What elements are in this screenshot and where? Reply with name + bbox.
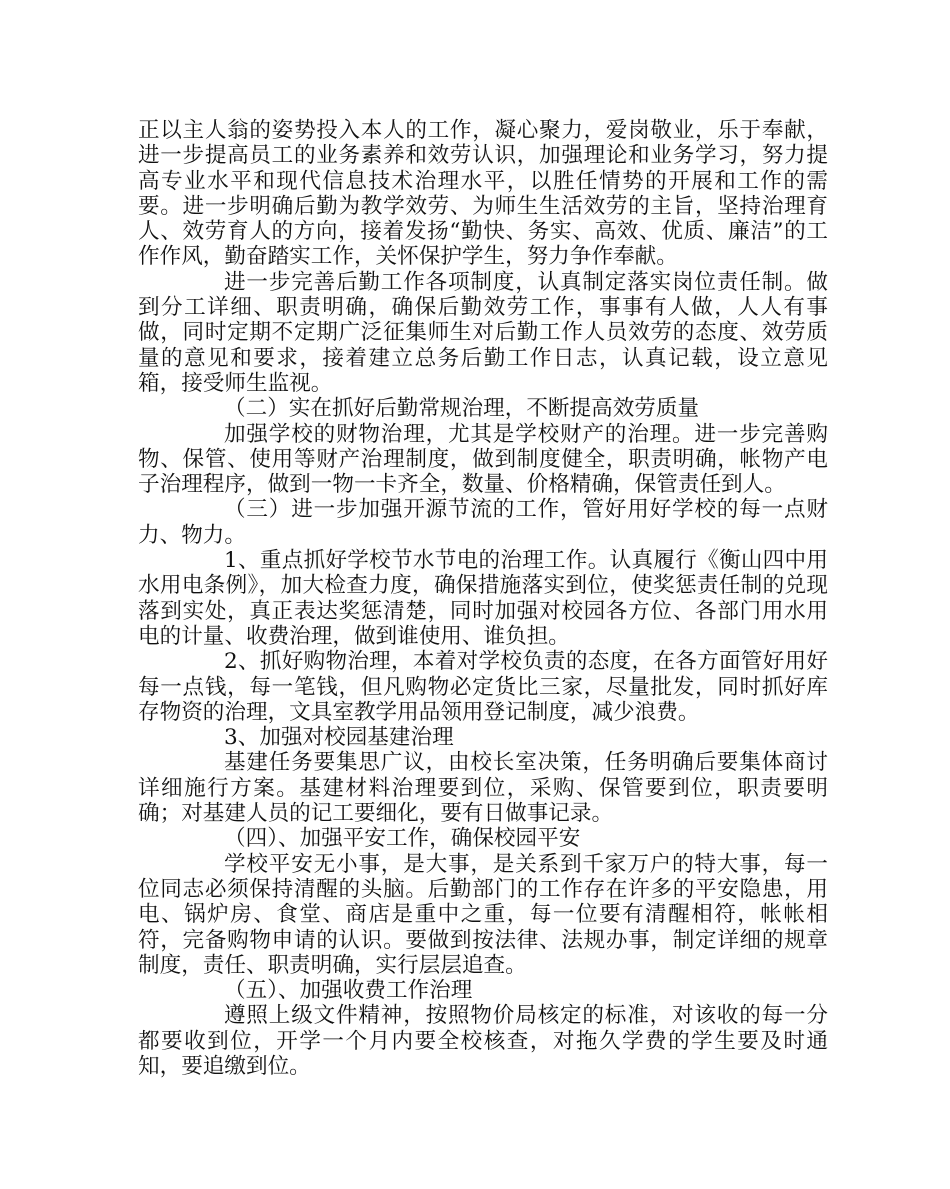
body-paragraph: 遵照上级文件精神，按照物价局核定的标准，对该收的每一分都要收到位，开学一个月内要全校核查，对拖久学费的学生要及时通知，要追缴到位。 — [138, 1003, 828, 1079]
body-paragraph: 正以主人翁的姿势投入本人的工作，凝心聚力，爱岗敬业，乐于奉献，进一步提高员工的业务素养和效劳认识，加强理论和业务学习，努力提高专业水平和现代信息技术治理水平，以胜任情势的开展和工作的需要。进一步明确后勤为教学效劳、为师生生活效劳的主旨，坚持治理育人、效劳育人的方向，接着发扬“勤快、务实、高效、优质、廉洁”的工作作风，勤奋踏实工作，关怀保护学生，努力争作奉献。 — [138, 118, 828, 270]
body-paragraph: 进一步完善后勤工作各项制度，认真制定落实岗位责任制。做到分工详细、职责明确，确保后勤效劳工作，事事有人做，人人有事做，同时定期不定期广泛征集师生对后勤工作人员效劳的态度、效劳质量的意见和要求，接着建立总务后勤工作日志，认真记载，设立意见箱，接受师生监视。 — [138, 269, 828, 396]
body-paragraph: 2、抓好购物治理，本着对学校负责的态度，在各方面管好用好每一点钱，每一笔钱，但凡购物必定货比三家，尽量批发，同时抓好库存物资的治理，文具室教学用品领用登记制度，减少浪费。 — [138, 649, 828, 725]
section-heading: （三）进一步加强开源节流的工作，管好用好学校的每一点财力、物力。 — [138, 497, 828, 548]
sub-heading: 3、加强对校园基建治理 — [224, 725, 454, 751]
section-heading: （二）实在抓好后勤常规治理，不断提高效劳质量 — [224, 396, 700, 422]
body-paragraph: 1、重点抓好学校节水节电的治理工作。认真履行《衡山四中用水用电条例》，加大检查力度，确保措施落实到位，使奖惩责任制的兑现落到实处，真正表达奖惩清楚，同时加强对校园各方位、各部门用水用电的计量、收费治理，做到谁使用、谁负担。 — [138, 548, 828, 649]
body-paragraph: 加强学校的财物治理，尤其是学校财产的治理。进一步完善购物、保管、使用等财产治理制度，做到制度健全，职责明确，帐物产电子治理程序，做到一物一卡齐全，数量、价格精确，保管责任到人。 — [138, 421, 828, 498]
body-paragraph: 基建任务要集思广议，由校长室决策，任务明确后要集体商讨详细施行方案。基建材料治理要到位，采购、保管要到位，职责要明确；对基建人员的记工要细化，要有日做事记录。 — [138, 750, 828, 827]
document-page — [138, 118, 828, 1079]
body-paragraph: 学校平安无小事，是大事，是关系到千家万户的特大事，每一位同志必须保持清醒的头脑。后勤部门的工作存在许多的平安隐患，用电、锅炉房、食堂、商店是重中之重，每一位要有清醒相符，帐帐相符，完备购物申请的认识。要做到按法律、法规办事，制定详细的规章制度，责任、职责明确，实行层层追查。 — [138, 851, 828, 978]
section-heading: （五）、加强收费工作治理 — [224, 978, 473, 1004]
section-heading: （四）、加强平安工作，确保校园平安 — [224, 826, 581, 852]
